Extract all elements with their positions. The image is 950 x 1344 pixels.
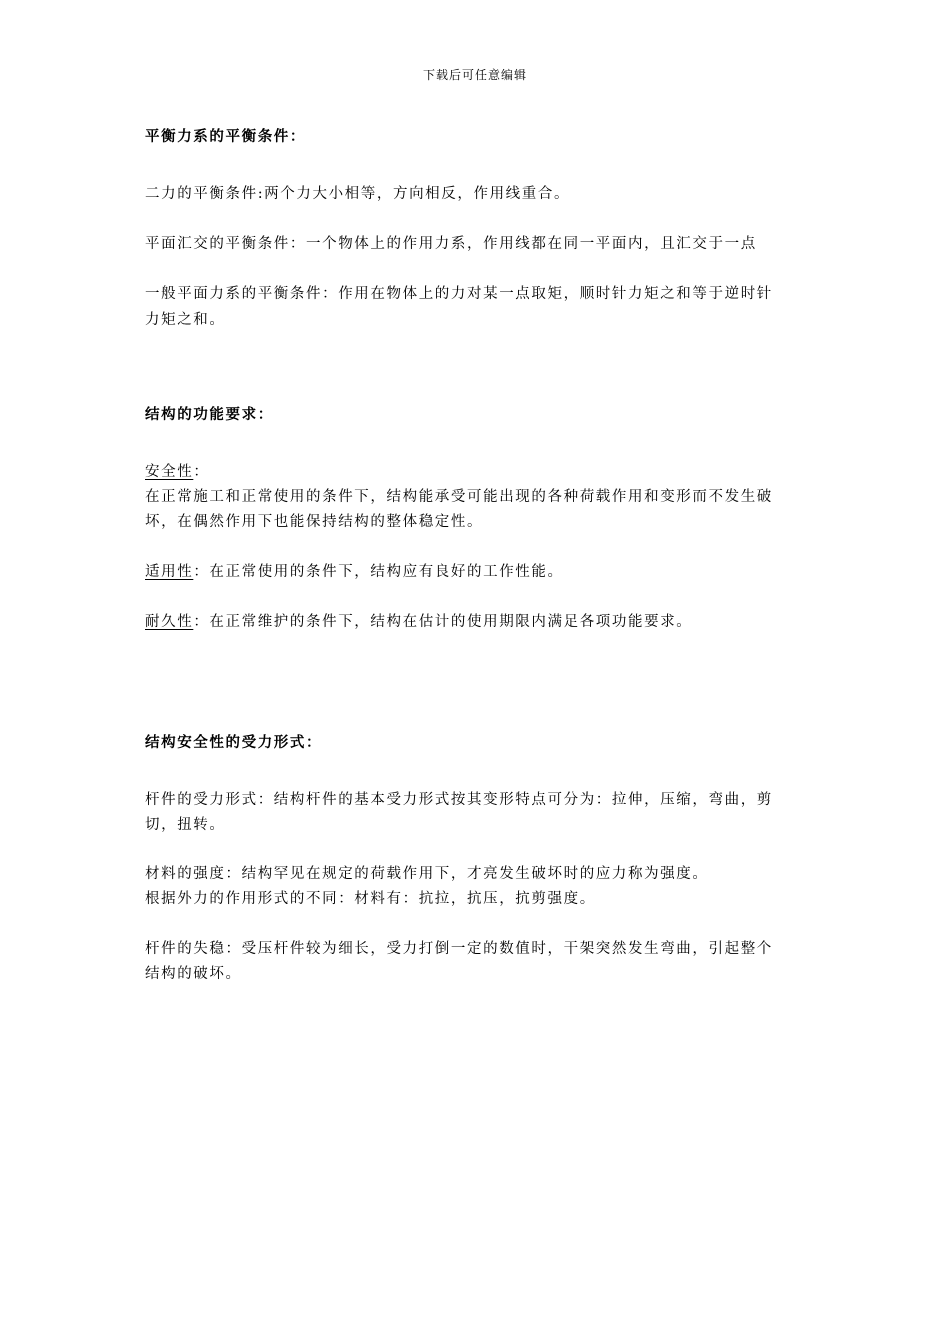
applicability-text: ：在正常使用的条件下，结构应有良好的工作性能。 xyxy=(193,564,564,580)
paragraph-member-forces-line1: 杆件的受力形式：结构杆件的基本受力形式按其变形特点可分为：拉伸，压缩，弯曲，剪 xyxy=(145,792,773,808)
paragraph-safety-line2: 坏，在偶然作用下也能保持结构的整体稳定性。 xyxy=(145,514,484,530)
paragraph-strength-line1: 材料的强度：结构罕见在规定的荷载作用下，才亮发生破坏时的应力称为强度。 xyxy=(145,866,709,882)
paragraph-two-force: 二力的平衡条件:两个力大小相等，方向相反，作用线重合。 xyxy=(145,186,571,202)
safety-label-line xyxy=(145,462,209,482)
section-heading-safety-forces: 结构安全性的受力形式： xyxy=(145,734,323,751)
durability-text: ：在正常维护的条件下，结构在估计的使用期限内满足各项功能要求。 xyxy=(193,614,693,630)
term-safety: 安全性 xyxy=(145,464,194,480)
term-durability: 耐久性 xyxy=(145,614,194,630)
paragraph-strength-line2: 根据外力的作用形式的不同：材料有：抗拉，抗压，抗剪强度。 xyxy=(145,891,596,907)
paragraph-instability-line1: 杆件的失稳：受压杆件较为细长，受力打倒一定的数值时，干架突然发生弯曲，引起整个 xyxy=(145,941,773,957)
paragraph-general-line2: 力矩之和。 xyxy=(145,312,226,328)
section-heading-equilibrium: 平衡力系的平衡条件： xyxy=(145,128,306,145)
page-header: 下载后可任意编辑 xyxy=(422,68,527,82)
paragraph-general-line1: 一般平面力系的平衡条件：作用在物体上的力对某一点取矩，顺时针力矩之和等于逆时针 xyxy=(145,286,773,302)
paragraph-concurrent: 平面汇交的平衡条件：一个物体上的作用力系，作用线都在同一平面内，且汇交于一点 xyxy=(145,236,757,252)
paragraph-member-forces-line2: 切，扭转。 xyxy=(145,817,226,833)
paragraph-durability xyxy=(145,612,692,632)
term-applicability: 适用性 xyxy=(145,564,194,580)
section-heading-function: 结构的功能要求： xyxy=(145,406,274,423)
paragraph-instability-line2: 结构的破坏。 xyxy=(145,966,242,982)
paragraph-applicability xyxy=(145,562,564,582)
term-safety-colon: ： xyxy=(193,464,210,480)
paragraph-safety-line1: 在正常施工和正常使用的条件下，结构能承受可能出现的各种荷载作用和变形而不发生破 xyxy=(145,489,773,505)
